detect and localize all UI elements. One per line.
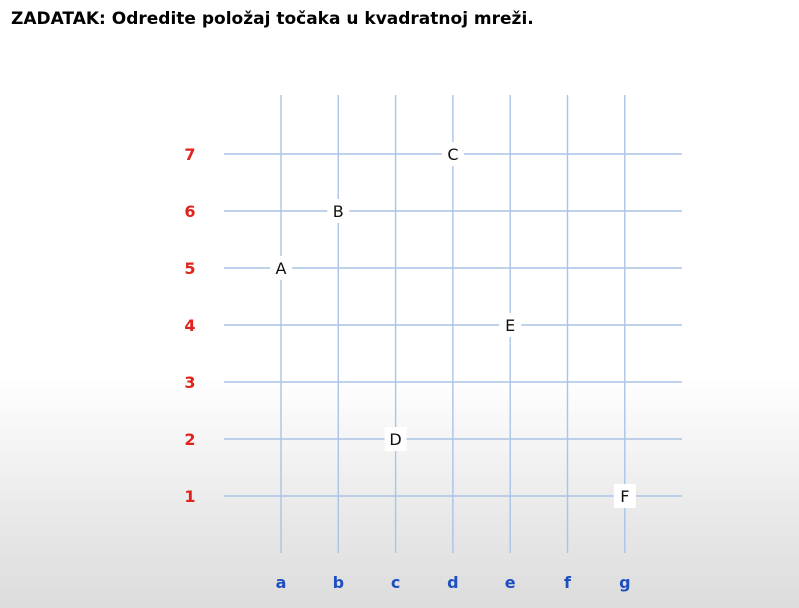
point-F: F bbox=[620, 487, 630, 506]
row-label-1: 1 bbox=[184, 487, 196, 506]
point-A: A bbox=[275, 259, 287, 278]
column-label-c: c bbox=[390, 573, 401, 592]
column-label-a: a bbox=[275, 573, 287, 592]
row-label-4: 4 bbox=[184, 316, 196, 335]
task-title: ZADATAK: Odredite položaj točaka u kvadratnoj mreži. bbox=[11, 9, 534, 29]
row-label-6: 6 bbox=[184, 202, 196, 221]
point-B: B bbox=[332, 202, 344, 221]
column-label-b: b bbox=[332, 573, 345, 592]
row-label-2: 2 bbox=[184, 430, 196, 449]
point-E: E bbox=[505, 316, 516, 335]
point-C: C bbox=[447, 145, 459, 164]
point-D: D bbox=[389, 430, 402, 449]
column-label-d: d bbox=[447, 573, 459, 592]
row-label-5: 5 bbox=[184, 259, 196, 278]
column-label-f: f bbox=[564, 573, 571, 592]
column-label-e: e bbox=[504, 573, 516, 592]
row-label-7: 7 bbox=[184, 145, 196, 164]
row-label-3: 3 bbox=[184, 373, 196, 392]
column-label-g: g bbox=[619, 573, 631, 592]
